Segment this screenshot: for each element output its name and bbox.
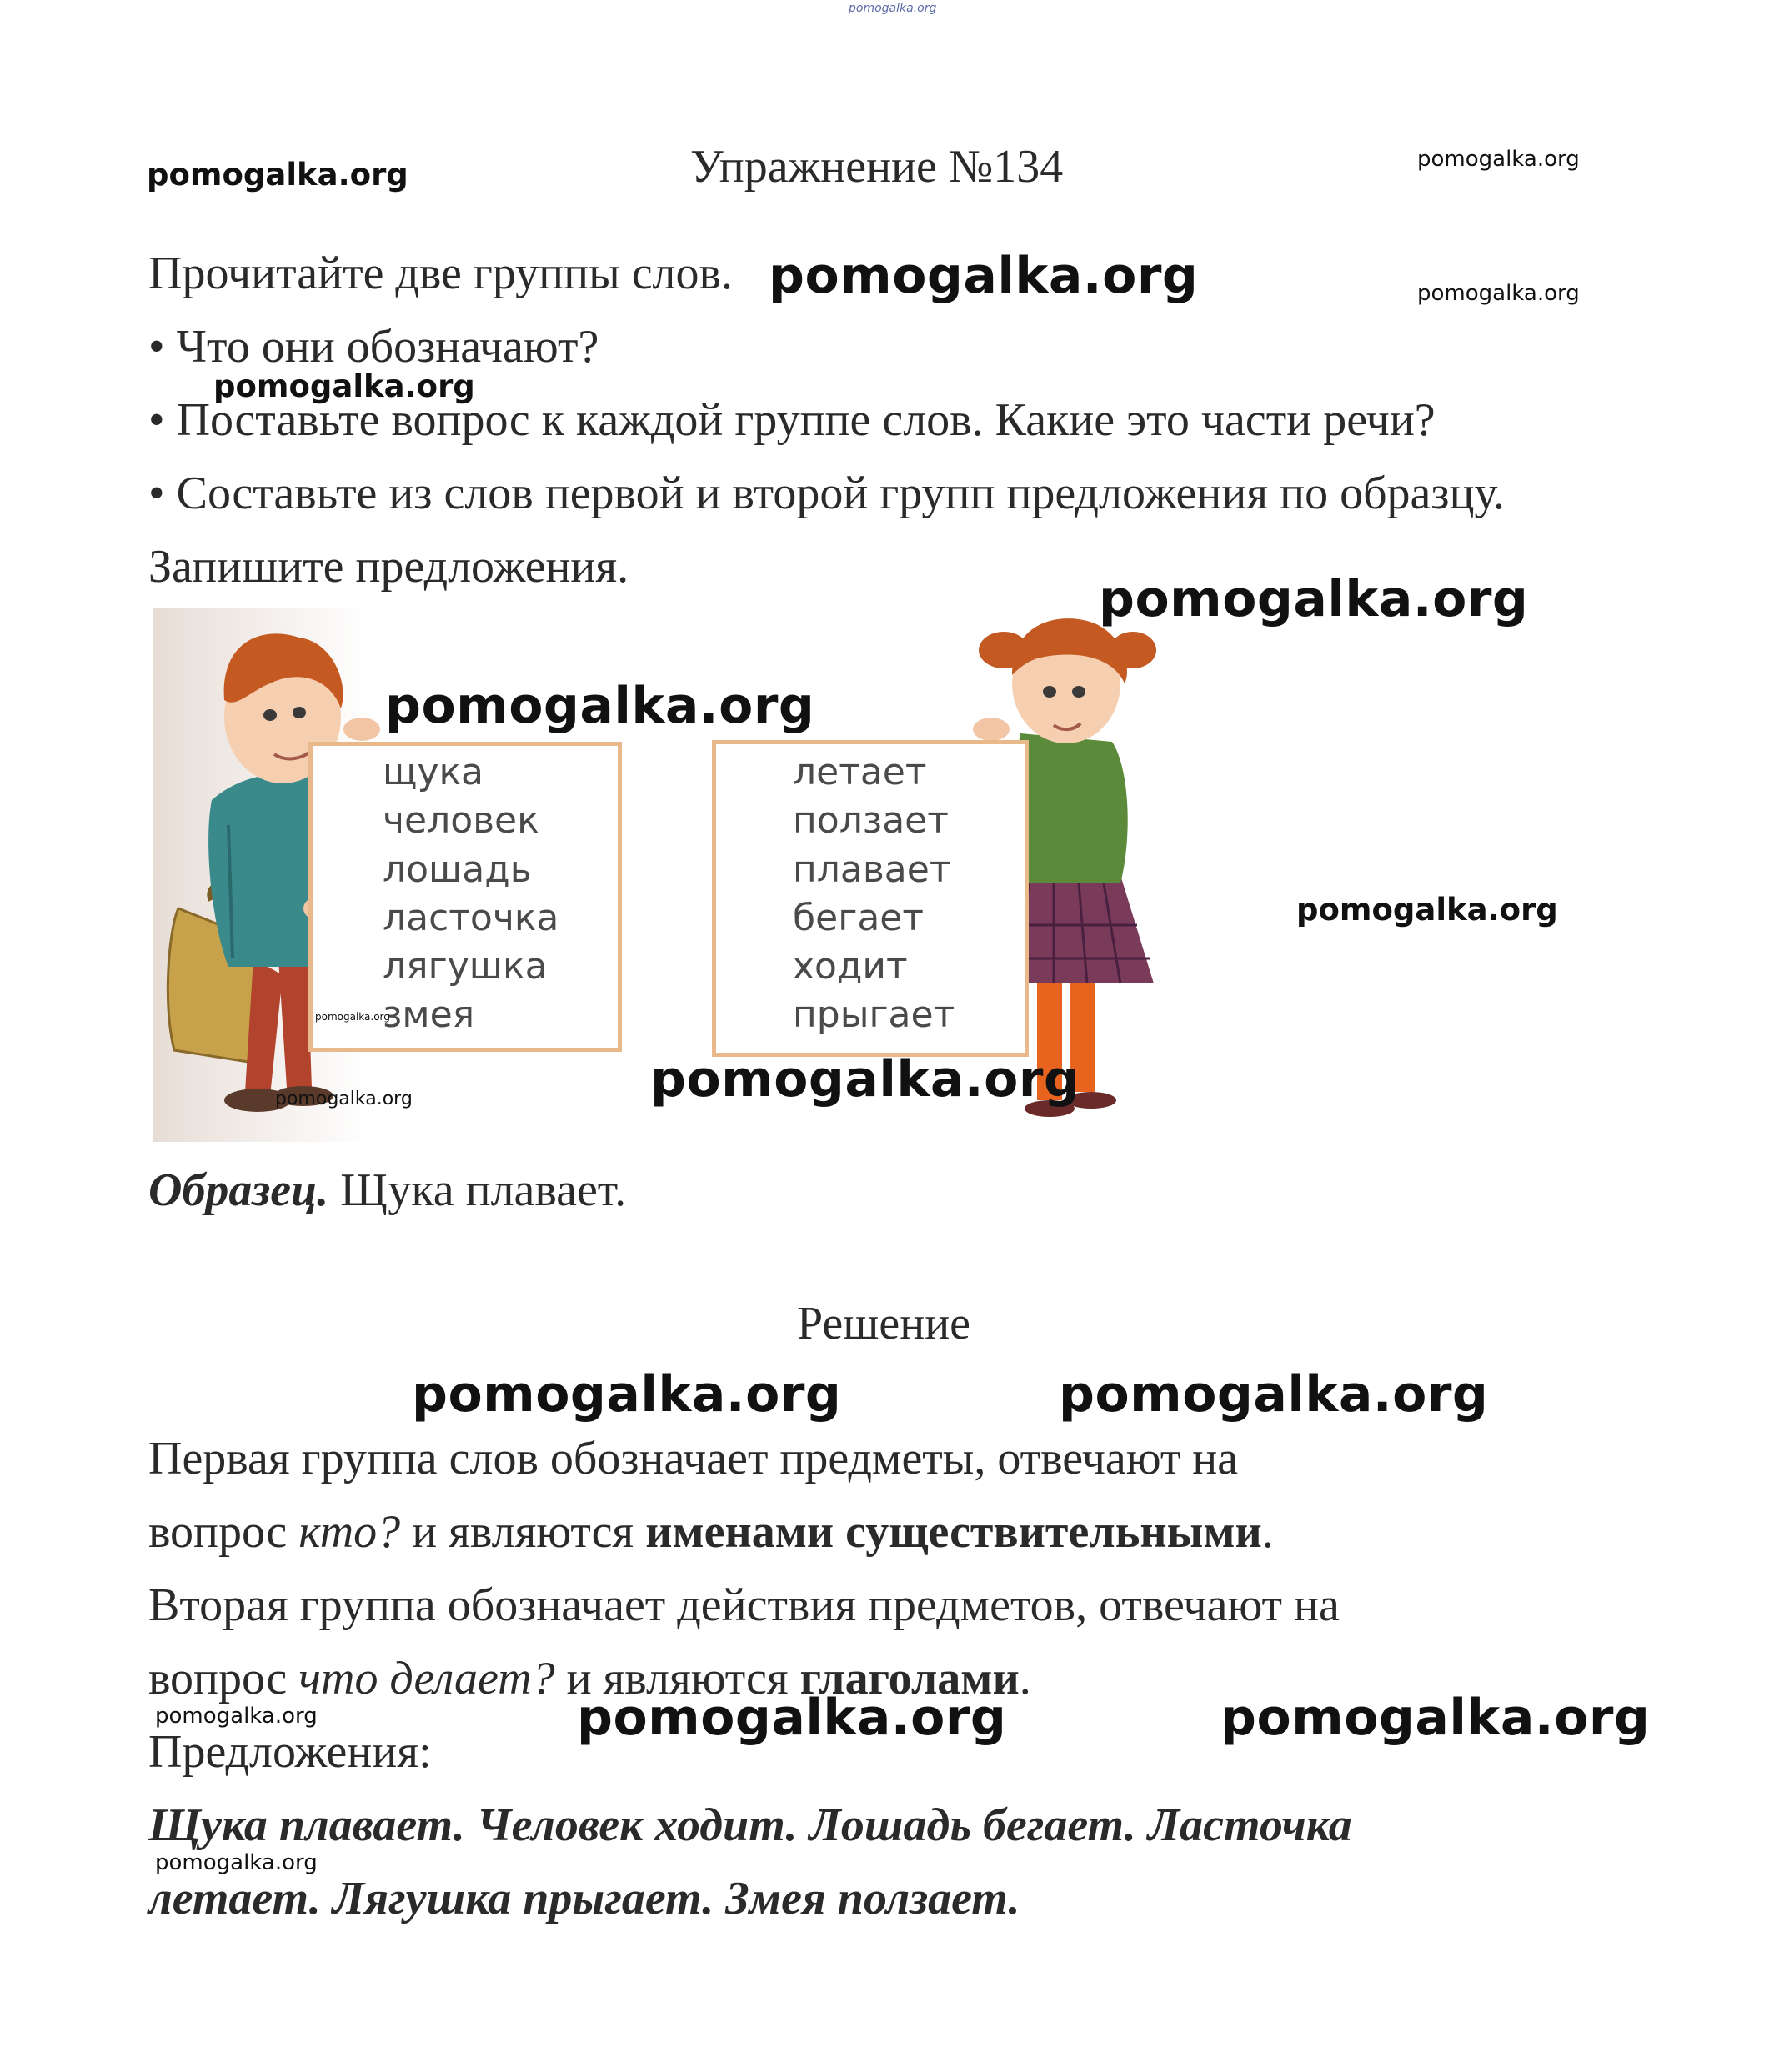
watermark: pomogalka.org	[275, 1089, 413, 1109]
watermark: pomogalka.org	[1417, 281, 1580, 306]
text-run: вопрос	[148, 1653, 299, 1704]
card-word: ласточка	[383, 897, 559, 939]
card-word: ходит	[793, 945, 908, 988]
watermark: pomogalka.org	[650, 1050, 1080, 1109]
watermark: pomogalka.org	[1296, 892, 1558, 928]
solution-line-2	[148, 1506, 1274, 1558]
card-word: плавает	[793, 848, 951, 891]
watermark: pomogalka.org	[1059, 1365, 1489, 1424]
watermark: pomogalka.org	[213, 368, 475, 404]
card-word: щука	[383, 751, 484, 793]
watermark: pomogalka.org	[849, 2, 937, 15]
instruction-intro: Прочитайте две группы слов.	[148, 248, 733, 299]
instruction-bullet-1: • Что они обозначают?	[148, 321, 599, 373]
word-card-verbs	[712, 740, 1029, 1057]
sample-text: Щука плавает.	[340, 1164, 627, 1216]
term-verbs: глаголами	[799, 1653, 1020, 1704]
question-who: кто?	[298, 1506, 401, 1558]
word-card-nouns	[308, 742, 622, 1052]
watermark: pomogalka.org	[385, 677, 815, 735]
card-word: лягушка	[383, 945, 548, 988]
card-word: прыгает	[793, 993, 955, 1036]
exercise-title: Упражнение №134	[690, 141, 1064, 193]
watermark: pomogalka.org	[1099, 570, 1529, 628]
instruction-bullet-3: • Составьте из слов первой и второй групп предложения по образцу.	[148, 468, 1505, 519]
text-run: .	[1261, 1506, 1274, 1558]
card-word: змея	[383, 993, 475, 1036]
card-word: лошадь	[383, 848, 532, 891]
text-run: и являются	[400, 1506, 646, 1558]
question-what-does: что делает?	[298, 1653, 555, 1704]
watermark: pomogalka.org	[1417, 147, 1580, 172]
watermark: pomogalka.org	[155, 1704, 318, 1729]
instruction-write: Запишите предложения.	[148, 541, 629, 593]
solution-sentences-line-2: летает. Лягушка прыгает. Змея ползает.	[148, 1873, 1020, 1924]
text-run: вопрос	[148, 1506, 299, 1558]
text-run: и являются	[554, 1653, 800, 1704]
solution-line-1: Первая группа слов обозначает предметы, отвечают на	[148, 1433, 1239, 1484]
solution-heading: Решение	[797, 1298, 971, 1349]
term-nouns: именами существительными	[645, 1506, 1262, 1558]
instruction-bullet-2: • Поставьте вопрос к каждой группе слов. Какие это части речи?	[148, 394, 1436, 446]
watermark: pomogalka.org	[315, 1011, 390, 1023]
solution-line-3: Вторая группа обозначает действия предметов, отвечают на	[148, 1579, 1340, 1631]
solution-sentences-label: Предложения:	[148, 1726, 432, 1778]
sample-label: Образец.	[148, 1164, 329, 1216]
sample-line	[148, 1164, 627, 1216]
card-word: ползает	[793, 799, 949, 842]
card-word: бегает	[793, 897, 924, 939]
card-word: человек	[383, 799, 539, 842]
watermark: pomogalka.org	[769, 247, 1199, 305]
watermark: pomogalka.org	[412, 1365, 842, 1424]
text-run: .	[1019, 1653, 1031, 1704]
watermark: pomogalka.org	[147, 157, 408, 193]
watermark: pomogalka.org	[1220, 1689, 1651, 1747]
card-word: летает	[793, 751, 927, 793]
watermark: pomogalka.org	[577, 1689, 1007, 1747]
watermark: pomogalka.org	[155, 1850, 318, 1875]
solution-sentences-line-1: Щука плавает. Человек ходит. Лошадь бегает. Ласточка	[148, 1799, 1352, 1851]
